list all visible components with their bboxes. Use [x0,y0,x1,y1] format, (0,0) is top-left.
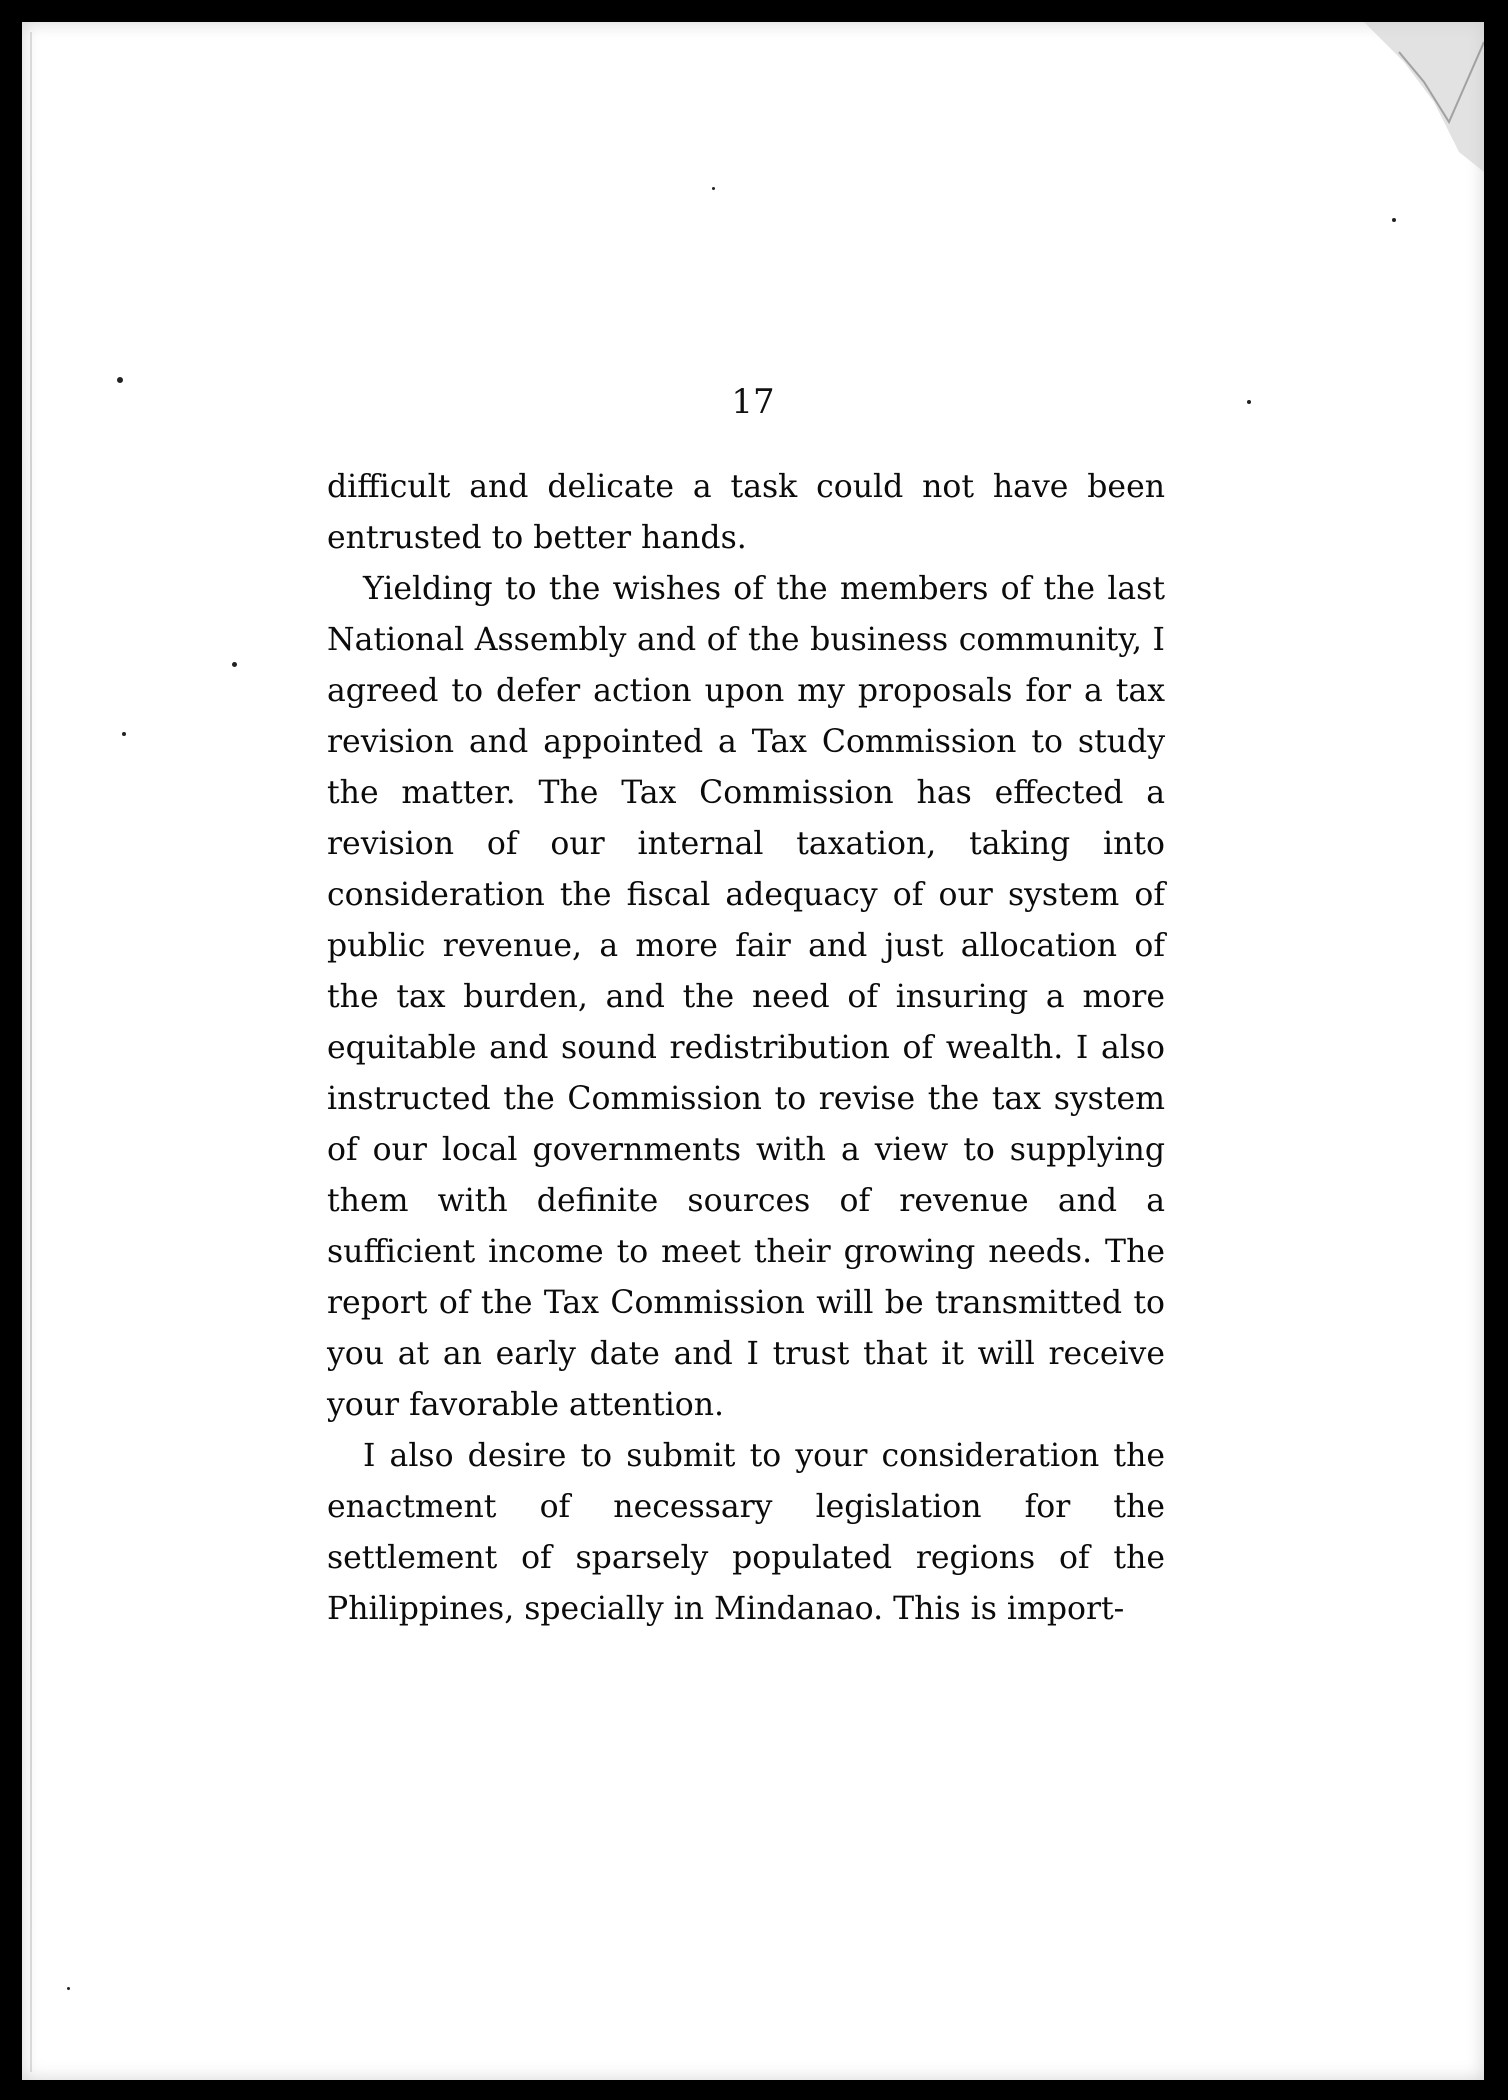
page-corner-curl [1284,22,1484,182]
paragraph-tax-commission: Yielding to the wishes of the members of the last National Assembly and of the business community, I agreed to defer action upon my proposals for a tax revision and appointed a Tax Commission to study the matter. The Tax Commission has effected a revision of our internal taxation, taking into consideration the fiscal adequacy of our system of public revenue, a more fair and just allocation of the tax burden, and the need of insuring a more equitable and sound redistribution of wealth. I also instructed the Commission to revise the tax system of our local governments with a view to supplying them with definite sources of revenue and a sufficient income to meet their growing needs. The report of the Tax Commission will be transmitted to you at an early date and I trust that it will receive your favorable attention. [327,571,1165,1423]
scan-speck [1392,218,1396,222]
scan-speck [232,662,237,667]
scan-speck [1247,400,1251,404]
body-text [327,462,1165,1635]
scan-speck [122,732,126,736]
scanned-page [22,22,1484,2080]
scan-speck [67,1987,70,1990]
scan-edge-line [30,32,32,2072]
scan-speck [712,187,715,190]
paragraph-continuation: difficult and delicate a task could not have been entrusted to better hands. [327,469,1165,556]
paragraph-settlement: I also desire to submit to your consideration the enactment of necessary legislation for the settlement of sparsely populated regions of the Philippines, specially in Mindanao. This is import- [327,1438,1165,1627]
page-number: 17 [731,382,775,422]
scan-speck [117,377,123,383]
